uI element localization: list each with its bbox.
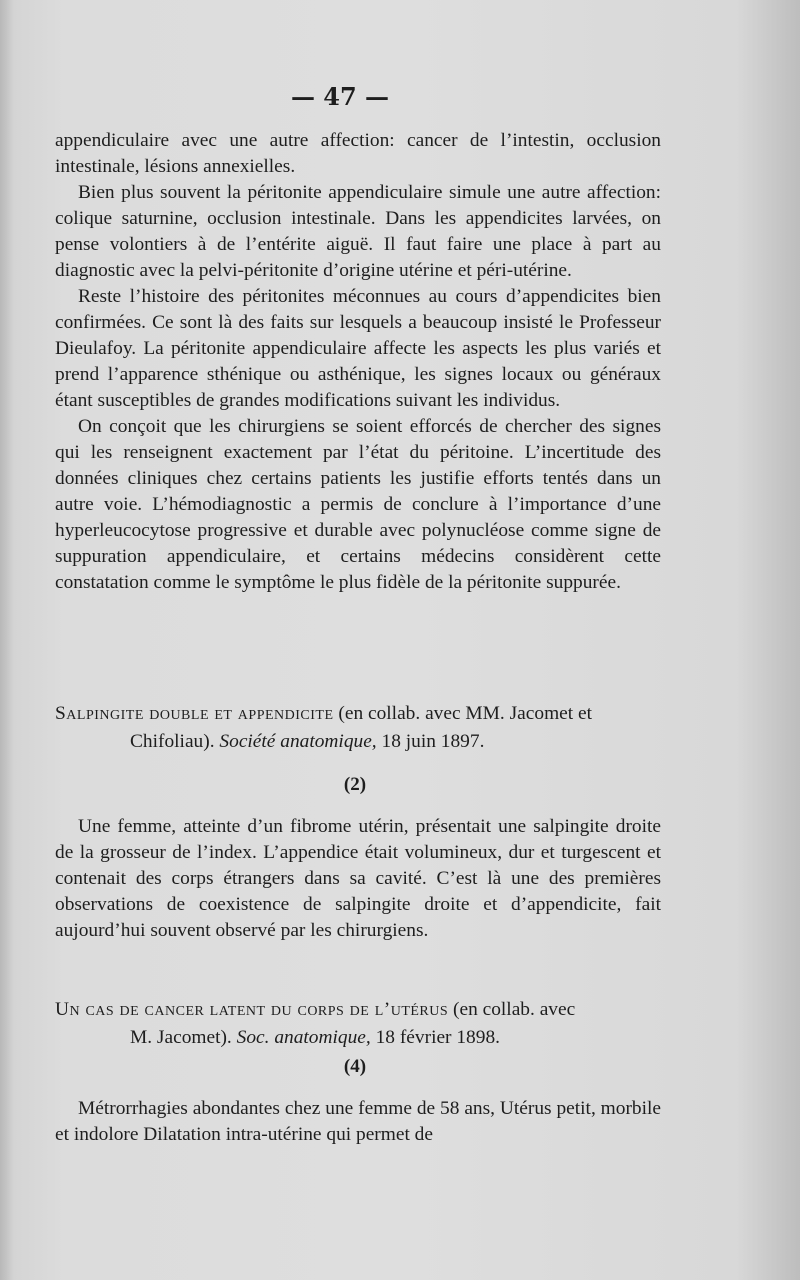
reference-citation bbox=[55, 996, 661, 1052]
reference-number: (4) bbox=[343, 1056, 367, 1077]
reference-collab: (en collab. avec MM. Jacomet et bbox=[338, 703, 592, 724]
reference-continuation bbox=[55, 1024, 661, 1052]
page-number: — 47 — bbox=[290, 82, 390, 111]
paragraph: Reste l’histoire des péritonites méconnues au cours d’appendicites bien confirmées. Ce sont là des faits sur lesquels a beaucoup insisté le Professeur Dieulafoy. La péritonite appendiculaire affecte les aspects les plus variés et prend l’apparence sthénique ou asthénique, les signes locaux ou généraux étant susceptibles de grandes modifications suivant les individus. bbox=[55, 286, 661, 411]
reference-date: 18 juin 1897. bbox=[381, 731, 485, 752]
reference-collab: (en collab. avec bbox=[453, 999, 576, 1020]
paragraph: Bien plus souvent la péritonite appendiculaire simule une autre affection: colique saturnine, occlusion intestinale. Dans les appendicites larvées, on pense volontiers à de l’entérite aiguë. Il faut faire une place à part au diagnostic avec la pelvi-péritonite d’origine utérine et péri-utérine. bbox=[55, 182, 661, 281]
intro-text-block bbox=[55, 128, 661, 596]
reference-journal: Société anatomique, bbox=[219, 731, 377, 752]
paragraph: On conçoit que les chirurgiens se soient efforcés de chercher des signes qui les renseignent exactement par l’état du péritoine. L’incertitude des données cliniques chez certains patients les justifie efforts tentés dans un autre voie. L’hémodiagnostic a permis de conclure à l’importance d’une hyperleucocytose progressive et durable avec polynucléose comme signe de suppuration appendiculaire, et certains médecins considèrent cette constatation comme le symptôme le plus fidèle de la péritonite suppurée. bbox=[55, 416, 661, 593]
reference-heading-cancer bbox=[55, 996, 661, 1052]
reference-number: (2) bbox=[343, 774, 367, 795]
reference-collab-cont: Chifoliau). bbox=[130, 731, 215, 752]
reference-title: Salpingite double et appendicite bbox=[55, 703, 334, 724]
reference-journal: Soc. anatomique, bbox=[236, 1027, 371, 1048]
reference-citation bbox=[55, 700, 661, 756]
paragraph: Métrorrhagies abondantes chez une femme de 58 ans, Utérus petit, morbile et indolore Dilatation intra-utérine qui permet de bbox=[55, 1098, 661, 1145]
paragraph: Une femme, atteinte d’un fibrome utérin, présentait une salpingite droite de la grosseur de l’index. L’appendice était volumineux, dur et turgescent et contenait des corps étrangers dans sa cavité. C’est là une des premières observations de coexistence de salpingite droite et d’appendicite, fait aujourd’hui souvent observé par les chirurgiens. bbox=[55, 816, 661, 941]
paragraph: appendiculaire avec une autre affection: cancer de l’intestin, occlusion intestinale, lésions annexielles. bbox=[55, 130, 661, 177]
reference-title: Un cas de cancer latent du corps de l’utérus bbox=[55, 999, 449, 1020]
reference-heading-salpingite bbox=[55, 700, 661, 756]
section-text-cancer bbox=[55, 1096, 661, 1148]
reference-date: 18 février 1898. bbox=[375, 1027, 500, 1048]
reference-continuation bbox=[55, 728, 661, 756]
reference-collab-cont: M. Jacomet). bbox=[130, 1027, 232, 1048]
section-text-salpingite bbox=[55, 814, 661, 944]
